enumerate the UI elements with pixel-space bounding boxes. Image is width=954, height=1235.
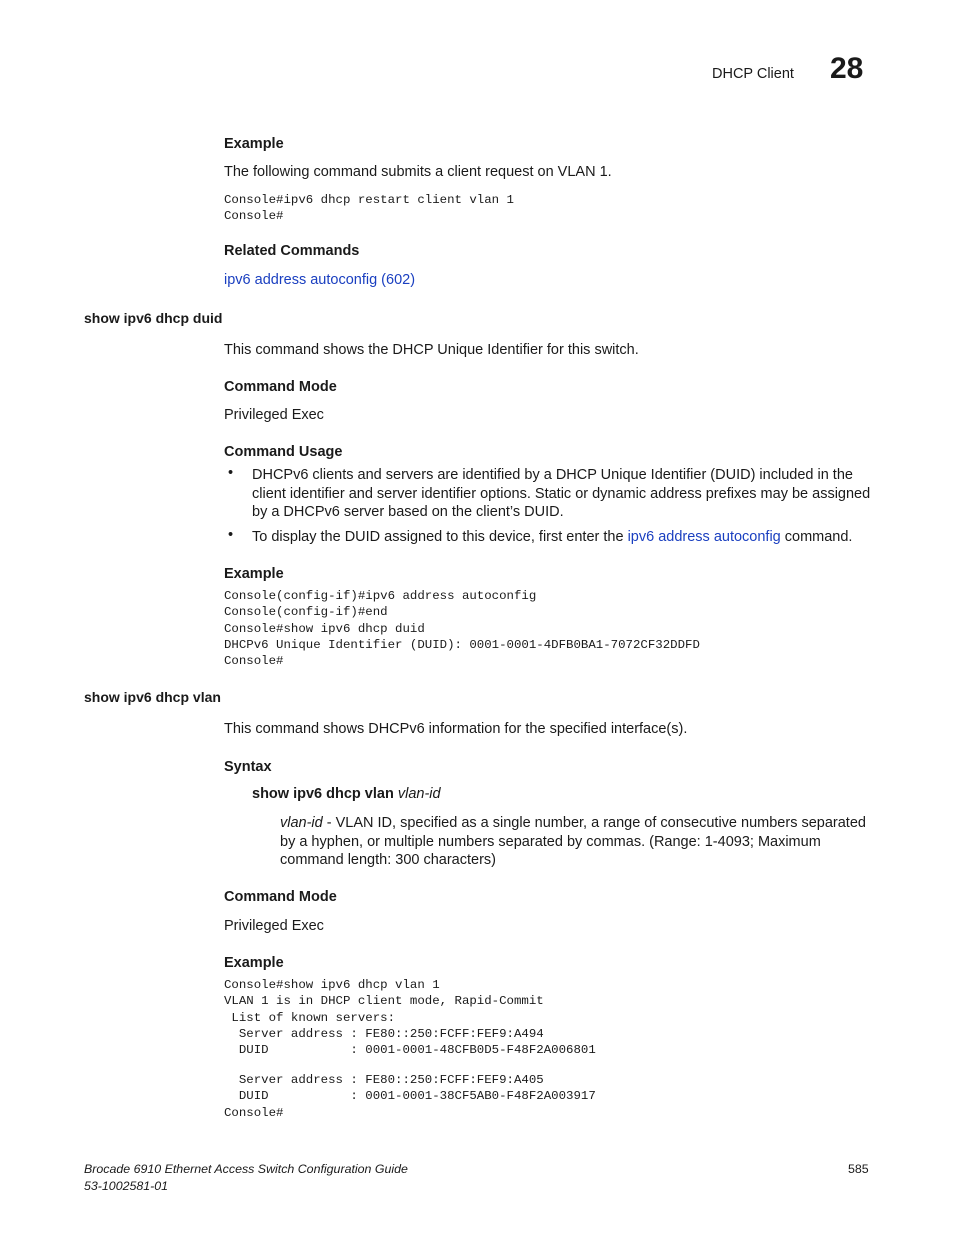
code-block: Console#show ipv6 dhcp vlan 1 VLAN 1 is in DHCP client mode, Rapid-Commit List of known servers: Server address : FE80::250:FCFF:FEF9:A494 DUID : 0001-0001-48CFB0D5-F48F2A006801	[224, 978, 596, 1058]
usage-bullet	[252, 528, 872, 547]
related-commands-heading: Related Commands	[224, 243, 360, 259]
bullet-icon: •	[228, 465, 234, 481]
command-mode-heading: Command Mode	[224, 889, 337, 905]
parameter-description	[280, 814, 872, 870]
example-heading: Example	[224, 566, 284, 582]
bullet-icon: •	[228, 527, 234, 543]
code-block: Console#ipv6 dhcp restart client vlan 1 Console#	[224, 193, 514, 224]
command-description: This command shows DHCPv6 information for the specified interface(s).	[224, 721, 688, 737]
command-description: This command shows the DHCP Unique Identifier for this switch.	[224, 342, 639, 358]
page-number: 585	[848, 1162, 869, 1176]
bullet-text-pre: To display the DUID assigned to this device, first enter the	[252, 529, 628, 545]
chapter-title: DHCP Client	[712, 66, 794, 82]
example-intro: The following command submits a client request on VLAN 1.	[224, 164, 612, 180]
syntax-heading: Syntax	[224, 759, 272, 775]
command-mode-value: Privileged Exec	[224, 918, 324, 934]
command-heading-vlan: show ipv6 dhcp vlan	[84, 689, 221, 705]
autoconfig-link[interactable]: ipv6 address autoconfig	[627, 529, 781, 545]
related-command-link[interactable]: ipv6 address autoconfig (602)	[224, 272, 416, 288]
footer-title: Brocade 6910 Ethernet Access Switch Configuration Guide	[84, 1162, 408, 1176]
bullet-text-post: command.	[780, 529, 853, 545]
syntax-command: show ipv6 dhcp vlan	[252, 786, 394, 802]
command-mode-heading: Command Mode	[224, 379, 337, 395]
syntax-parameter: vlan-id	[397, 786, 441, 802]
code-block: Console(config-if)#ipv6 address autoconfig Console(config-if)#end Console#show ipv6 dhcp duid DHCPv6 Unique Identifier (DUID): 0001-0001-4DFB0BA1-7072CF32DDFD Console#	[224, 589, 700, 669]
parameter-text: - VLAN ID, specified as a single number, a range of consecutive numbers separated by a hyphen, or multiple numbers separated by commas. (Range: 1-4093; Maximum command length: 300 characters)	[280, 815, 866, 868]
example-heading: Example	[224, 136, 284, 152]
example-heading: Example	[224, 955, 284, 971]
code-block: Server address : FE80::250:FCFF:FEF9:A405 DUID : 0001-0001-38CF5AB0-F48F2A003917 Console#	[224, 1073, 596, 1120]
command-heading-duid: show ipv6 dhcp duid	[84, 310, 223, 326]
parameter-name: vlan-id	[280, 815, 323, 831]
command-usage-heading: Command Usage	[224, 444, 343, 460]
footer-doc-number: 53-1002581-01	[84, 1179, 169, 1193]
command-mode-value: Privileged Exec	[224, 407, 324, 423]
chapter-number: 28	[830, 52, 864, 85]
usage-bullet: DHCPv6 clients and servers are identified by a DHCP Unique Identifier (DUID) included in the client identifier and server identifier options. Static or dynamic address prefixes may be assigned by a DHCPv6 server based on the client’s DUID.	[252, 467, 871, 520]
syntax-line	[252, 786, 441, 802]
